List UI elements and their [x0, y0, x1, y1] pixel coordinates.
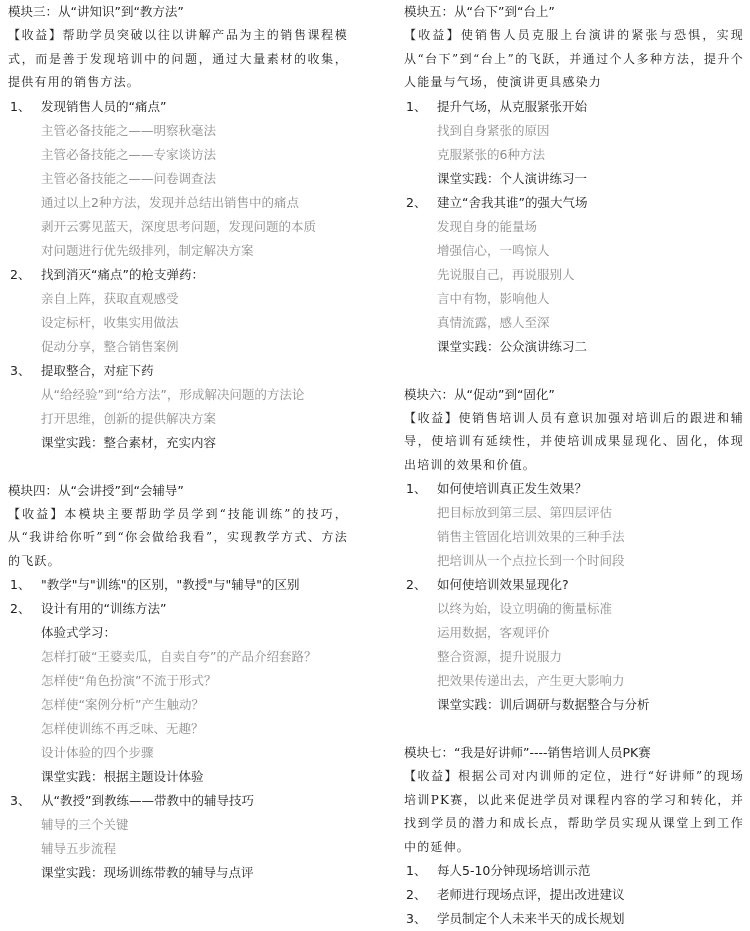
section-number: 1、	[406, 863, 427, 878]
section-title: 老师进行现场点评，提出改进建议	[437, 887, 625, 902]
section-number: 1、	[406, 481, 427, 496]
section-title: 建立“舍我其谁”的强大气场	[437, 194, 588, 210]
section-number: 2、	[406, 577, 427, 592]
section-heading	[404, 907, 744, 931]
section-title: 发现销售人员的“痛点”	[41, 98, 167, 114]
section-title: 学员制定个人未来半天的成长规划	[437, 911, 625, 926]
list-item: 销售主管固化培训效果的三种手法	[437, 529, 625, 544]
list-item: 增强信心，一鸣惊人	[437, 242, 550, 258]
practice-item: 课堂实践：整合素材，充实内容	[41, 434, 217, 450]
section-title: 提取整合，对症下药	[41, 362, 154, 378]
module-block	[404, 0, 744, 359]
section-heading	[404, 477, 744, 501]
section-title: "教学"与"训练"的区别，"教授"与"辅导"的区别	[41, 577, 300, 592]
section-heading	[8, 263, 348, 287]
section-number: 2、	[10, 601, 31, 616]
module-spacer	[404, 717, 744, 741]
list-item: 真情流露，感人至深	[437, 314, 550, 330]
list-item: 剥开云雾见蓝天，深度思考问题，发现问题的本质	[41, 218, 317, 234]
section-heading	[404, 573, 744, 597]
list-item: 打开思维，创新的提供解决方案	[41, 410, 217, 426]
practice-item: 课堂实践：根据主题设计体验	[41, 769, 204, 784]
section-number: 3、	[406, 911, 427, 926]
list-item: 发现自身的能量场	[437, 218, 538, 234]
section-heading	[8, 95, 348, 119]
list-item: 怎样打破“王婆卖瓜，自卖自夸”的产品介绍套路？	[41, 649, 317, 664]
module-title: 模块七：“我是好讲师”----销售培训人员PK赛	[404, 745, 651, 760]
section-number: 1、	[406, 98, 427, 114]
section-heading	[404, 191, 744, 215]
section-heading	[8, 573, 348, 597]
section-title: 如何使培训真正发生效果？	[437, 481, 588, 496]
module-title: 模块五：从“台下”到“台上”	[404, 4, 555, 19]
section-title: 如何使培训效果显现化?	[437, 577, 569, 592]
list-item: 整合资源，提升说服力	[437, 649, 563, 664]
section-number: 3、	[10, 362, 31, 378]
list-item: 怎样使训练不再乏味、无趣？	[41, 721, 204, 736]
module-spacer	[8, 455, 348, 479]
section-title: 每人5-10分钟现场培训示范	[437, 863, 591, 878]
module-benefit: 【收益】使销售人员克服上台演讲的紧张与恐惧，实现从“台下”到“台上”的飞跃，并通过个人多种方法，提升个人能量与气场，使演讲更具感染力	[404, 28, 744, 89]
section-heading	[404, 883, 744, 907]
module-benefit: 【收益】根据公司对内训师的定位，进行“好讲师”的现场培训PK赛，以此来促进学员对课程内容的学习和转化，并找到学员的潜力和成长点，帮助学员实现从课堂上到工作中的延伸。	[404, 769, 744, 854]
section-heading	[8, 597, 348, 621]
list-item: 怎样使“角色扮演”不流于形式？	[41, 673, 217, 688]
list-item: 通过以上2种方法，发现并总结出销售中的痛点	[41, 194, 299, 210]
list-item: 从“给经验”到“给方法”，形成解决问题的方法论	[41, 386, 305, 402]
section-heading	[8, 359, 348, 383]
module-block	[404, 383, 744, 718]
module-title: 模块四：从“会讲授”到“会辅导”	[8, 482, 184, 498]
list-item: 主管必备技能之——专家谈访法	[41, 146, 217, 162]
list-item: 主管必备技能之——明察秋毫法	[41, 122, 217, 138]
module-spacer	[404, 359, 744, 383]
module-title: 模块六：从“促动”到“固化”	[404, 386, 555, 402]
list-item: 找到自身紧张的原因	[437, 122, 550, 138]
section-number: 3、	[10, 793, 31, 808]
section-number: 2、	[406, 194, 427, 210]
right-column	[404, 0, 744, 931]
list-item: 设定标杆，收集实用做法	[41, 314, 179, 330]
section-heading	[8, 789, 348, 813]
list-item: 对问题进行优先级排列，制定解决方案	[41, 242, 254, 258]
list-item: 把效果传递出去，产生更大影响力	[437, 673, 625, 688]
section-title: 提升气场，从克服紧张开始	[437, 98, 588, 114]
list-item: 怎样使“案例分析”产生触动？	[41, 697, 204, 712]
section-heading	[404, 859, 744, 883]
list-item: 把培训从一个点拉长到一个时间段	[437, 553, 625, 568]
module-benefit: 【收益】使销售培训人员有意识加强对培训后的跟进和辅导，使培训有延续性，并使培训成果显现化、固化，体现出培训的效果和价值。	[404, 410, 744, 472]
module-block	[404, 741, 744, 931]
module-block	[8, 0, 348, 455]
list-item: 主管必备技能之——问卷调查法	[41, 170, 217, 186]
list-item: 促动分享，整合销售案例	[41, 338, 179, 354]
section-number: 2、	[10, 266, 31, 282]
list-item: 运用数据，客观评价	[437, 625, 550, 640]
list-item: 亲自上阵，获取直观感受	[41, 290, 179, 306]
practice-item: 体验式学习：	[41, 625, 117, 640]
list-item: 把目标放到第三层、第四层评估	[437, 505, 613, 520]
practice-item: 课堂实践：公众演讲练习二	[437, 338, 588, 354]
module-title: 模块三：从“讲知识”到“教方法”	[8, 4, 184, 19]
section-number: 2、	[406, 887, 427, 902]
practice-item: 课堂实践：个人演讲练习一	[437, 170, 588, 186]
list-item: 辅导的三个关键	[41, 817, 129, 832]
section-title: 找到消灭“痛点”的枪支弹药：	[41, 266, 204, 282]
section-title: 从“教授”到教练——带教中的辅导技巧	[41, 793, 254, 808]
module-benefit: 【收益】帮助学员突破以往以讲解产品为主的销售课程模式，而是善于发现培训中的问题，通过大量素材的收集，提供有用的销售方法。	[8, 28, 348, 89]
list-item: 以终为始，设立明确的衡量标准	[437, 601, 613, 616]
list-item: 克服紧张的6种方法	[437, 146, 545, 162]
section-number: 1、	[10, 577, 31, 592]
section-heading	[404, 95, 744, 119]
practice-item: 课堂实践：训后调研与数据整合与分析	[437, 697, 650, 712]
section-title: 设计有用的“训练方法”	[41, 601, 167, 616]
section-number: 1、	[10, 98, 31, 114]
list-item: 设计体验的四个步骤	[41, 745, 154, 760]
list-item: 言中有物，影响他人	[437, 290, 550, 306]
left-column	[8, 0, 348, 885]
list-item: 辅导五步流程	[41, 841, 117, 856]
practice-item: 课堂实践：现场训练带教的辅导与点评	[41, 865, 254, 880]
list-item: 先说服自己，再说服别人	[437, 266, 575, 282]
module-benefit: 【收益】本模块主要帮助学员学到“技能训练”的技巧，从“我讲给你听”到“你会做给我看”，实现教学方式、方法的飞跃。	[8, 506, 348, 568]
module-block	[8, 479, 348, 886]
